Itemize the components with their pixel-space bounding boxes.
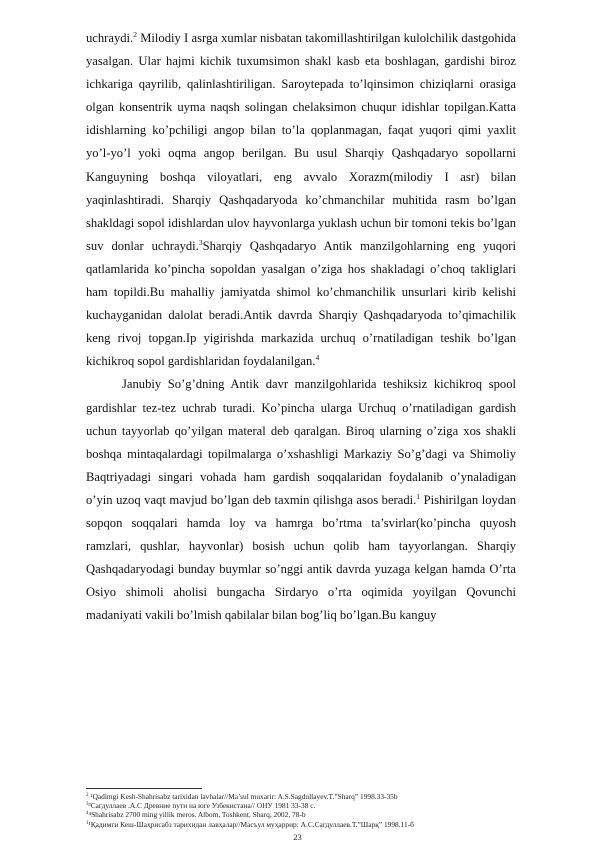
paragraph-2	[86, 373, 516, 627]
footnote-text: ²Qadimgi Kesh-Shahrisabz tarixidan lavhalar//Ma’sul muxarir: A.S.Sagdullayev.T.”Sharq” 1998.33-35b	[88, 792, 398, 801]
body-text	[86, 27, 516, 627]
paragraph-1-text-a: uchraydi.	[86, 31, 134, 45]
footnote-text: ³Сагдуллаев .А.С Древние пути на юге Узбекистана// ОНУ 1981 33-38 с.	[88, 801, 316, 811]
page-number: 23	[293, 832, 302, 842]
footnote-mark: 1	[86, 820, 89, 826]
footnote-ref-3[interactable]: 3	[198, 237, 203, 247]
footnote-ref-4[interactable]: 4	[315, 353, 320, 363]
footnote-ref-1[interactable]: 1	[416, 491, 421, 501]
footnote-ref-2[interactable]: 2	[133, 30, 137, 39]
paragraph-2-text-b: Pishirilgan loydan sopqon soqqalari hamda loy va hamrga bo’rtma ta’svirlar(ko’pincha quyosh ramzlari, qushlar, hayvonlar) bosish uchun qolib ham tayyorlangan. Sharqiy Qashqadaryodagi bunday buymlar so’nggi antik davrda yuzaga kelgan hamda O’rta Osiyo shimoli aholisi bungacha Sirdaryo o’rta oqimida yoyilgan Qovunchi madaniyati vakili bo’lmish qabilalar bilan bog’liq bo’lgan.Bu kanguy	[86, 492, 516, 623]
footnote-mark: 2	[86, 793, 89, 798]
footnote-separator	[86, 788, 202, 789]
paragraph-1-text-c: Sharqiy Qashqadaryo Antik manzilgohlarning eng yuqori qatlamlarida ko’pincha sopoldan yasalgan o’ziga hos shakladagi o’choq takliglari ham topildi.Bu mahalliy jamiyatda shimol ko’chmanchilik unsurlari kirib kelishi kuchayganidan dalolat beradi.Antik davrda Sharqiy Qashqadaryoda to’qimachilik keng rivoj topgan.Ip yigirishda markazida urchuq o’rnatiladigan teshik bo’lgan kichikroq sopol gardishlaridan foydalanilgan.	[86, 238, 516, 369]
footnote-3	[86, 801, 526, 810]
footnote-mark: 4	[86, 811, 89, 817]
paragraph-1-text-b: Milodiy I asrga xumlar nisbatan takomillashtirilgan kulolchilik dastgohida yasalgan. Ular hajmi kichik tuxumsimon shakl kasb eta boshlagan, gardishi biroz ichkariga qayrilib, qalinlashtiriligan. Saroytepada to’lqinsimon chiziqlarni orasiga olgan konsentrik uyma naqsh solingan chelaksimon chuqur idishlar topilgan.Katta idishlarning ko’pchiligi angop bilan to’la qoplanmagan, faqat yuqori qimi yaxlit yo’l-yo’l yoki oqma angop berilgan. Bu usul Sharqiy Qashqadaryo sopollarni Kanguyning boshqa viloyatlari, eng avvalo Xorazm(milodiy I asr) bilan yaqinlashtiradi. Sharqiy Qashqadaryoda ko’chmanchilar muhitida rasm bo’lgan shakldagi sopol idishlardan ulov hayvonlarga yuklash uchun bir tomoni tekis bo’lgan suv donlar uchraydi.	[86, 31, 516, 253]
footnote-2	[86, 792, 526, 801]
footnotes	[86, 792, 526, 829]
footnote-1	[86, 820, 526, 829]
paragraph-2-text-a: Janubiy So’g’dning Antik davr manzilgohlarida teshiksiz kichikroq spool gardishlar tez-tez uchrab turadi. Ko’pincha ularga Urchuq o’rnatiladigan gardish uchun tayyorlab qo’yilgan materal deb qaralgan. Biroq ularning o’ziga xos shakli boshqa mintaqalardagi topilmalarga o’xshashligi Markaziy So’g’dagi va Shimoliy Baqtriyadagi singari vohada ham gardish soqqalaridan foydalanib o’ynaladigan o’yin uzoq vaqt mavjud bo’lgan deb taxmin qilishga asos beradi.	[86, 377, 516, 507]
footnote-4	[86, 810, 526, 819]
paragraph-1	[86, 27, 516, 373]
footnote-mark: 3	[86, 802, 89, 808]
footnote-text: ⁴Shahrisabz 2700 ming yillik meros. Albom, Toshkent, Sharq, 2002, 78-b	[88, 810, 306, 820]
footnote-text: ¹Қадимги Кеш-Шаҳрисабз тарихидан лавҳалар//Масъул муҳаррир: А.С.Сагдуллаев.Т.”Шарқ” 1998.11-б	[88, 819, 414, 829]
